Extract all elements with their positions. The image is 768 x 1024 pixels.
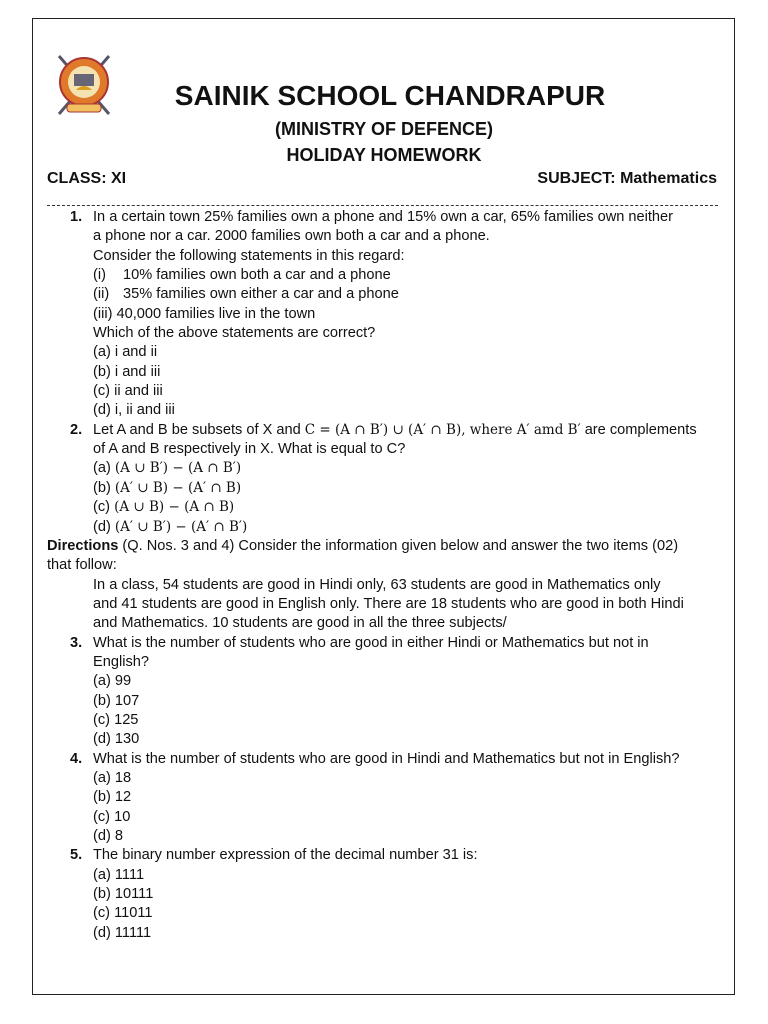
q-text: English? bbox=[93, 653, 149, 670]
question-1 bbox=[47, 208, 727, 421]
option: (c) (A ∪ B) − (A ∩ B) bbox=[93, 499, 235, 516]
question-4 bbox=[47, 750, 727, 847]
option: (c) 11011 bbox=[93, 905, 153, 922]
option: (b) 107 bbox=[93, 692, 140, 709]
q-text: of A and B respectively in X. What is equal to C? bbox=[93, 441, 406, 458]
question-3 bbox=[47, 634, 727, 750]
q-text: In a certain town 25% families own a phone and 15% own a car, 65% families own neither bbox=[93, 209, 674, 225]
statement: (ii) 35% families own either a car and a phone bbox=[93, 286, 399, 303]
option: (b) (A′ ∪ B) − (A′ ∩ B) bbox=[93, 479, 242, 496]
passage-line: In a class, 54 students are good in Hindi only, 63 students are good in Mathematics only bbox=[93, 576, 661, 593]
option: (d) 11111 bbox=[93, 924, 152, 941]
option: (a) 1111 bbox=[93, 866, 145, 883]
option: (c) 10 bbox=[93, 808, 131, 825]
q-number: 2. bbox=[70, 421, 83, 438]
directions-label: Directions bbox=[47, 537, 119, 554]
q-text: Consider the following statements in this regard: bbox=[93, 247, 405, 264]
school-name: SAINIK SCHOOL CHANDRAPUR bbox=[174, 80, 606, 111]
q-text: a phone nor a car. 2000 families own both a car and a phone. bbox=[93, 228, 490, 245]
q-number: 5. bbox=[70, 847, 83, 864]
q-number: 1. bbox=[70, 209, 83, 225]
divider bbox=[47, 205, 718, 206]
q-text: Which of the above statements are correct? bbox=[93, 325, 376, 342]
statement: (iii) 40,000 families live in the town bbox=[93, 305, 316, 322]
q-text: are complements bbox=[580, 421, 697, 438]
option: (a) (A ∪ B′) − (A ∩ B′) bbox=[93, 460, 242, 477]
doc-type: HOLIDAY HOMEWORK bbox=[286, 145, 482, 165]
option: (d) (A′ ∪ B′) − (A′ ∩ B′) bbox=[93, 518, 248, 535]
ministry: (MINISTRY OF DEFENCE) bbox=[274, 119, 493, 139]
option: (a) 99 bbox=[93, 673, 132, 690]
option: (a) i and ii bbox=[93, 344, 158, 361]
option: (b) 10111 bbox=[93, 886, 154, 903]
option: (c) 125 bbox=[93, 711, 139, 728]
directions bbox=[47, 537, 727, 634]
option: (b) i and iii bbox=[93, 363, 161, 380]
option: (c) ii and iii bbox=[93, 383, 163, 400]
directions-text: (Q. Nos. 3 and 4) Consider the information given below and answer the two items (02) bbox=[118, 537, 679, 554]
q-text: Let A and B be subsets of X and bbox=[93, 421, 305, 438]
passage-line: and Mathematics. 10 students are good in all the three subjects/ bbox=[93, 615, 507, 632]
option: (d) 130 bbox=[93, 731, 140, 748]
q-text: What is the number of students who are good in Hindi and Mathematics but not in English? bbox=[93, 750, 680, 767]
class-label: CLASS: XI bbox=[47, 170, 127, 187]
q-number: 4. bbox=[70, 750, 83, 767]
q-number: 3. bbox=[70, 634, 83, 651]
directions-text: that follow: bbox=[47, 557, 117, 574]
option: (d) 8 bbox=[93, 828, 124, 844]
q-text: What is the number of students who are good in either Hindi or Mathematics but not in bbox=[93, 634, 649, 651]
math-expression: C = (A ∩ B′) ∪ (A′ ∩ B), where A′ amd B′ bbox=[304, 421, 581, 438]
subject-label: SUBJECT: Mathematics bbox=[537, 170, 717, 187]
q-text: The binary number expression of the decimal number 31 is: bbox=[93, 847, 478, 864]
question-2 bbox=[47, 421, 727, 537]
option: (d) i, ii and iii bbox=[93, 402, 175, 419]
option: (b) 12 bbox=[93, 789, 132, 806]
statement: (i) 10% families own both a car and a phone bbox=[93, 267, 391, 284]
option: (a) 18 bbox=[93, 769, 132, 786]
questions bbox=[47, 208, 727, 943]
question-5 bbox=[47, 846, 727, 943]
passage-line: and 41 students are good in English only. There are 18 students who are good in both Hindi bbox=[93, 595, 684, 612]
